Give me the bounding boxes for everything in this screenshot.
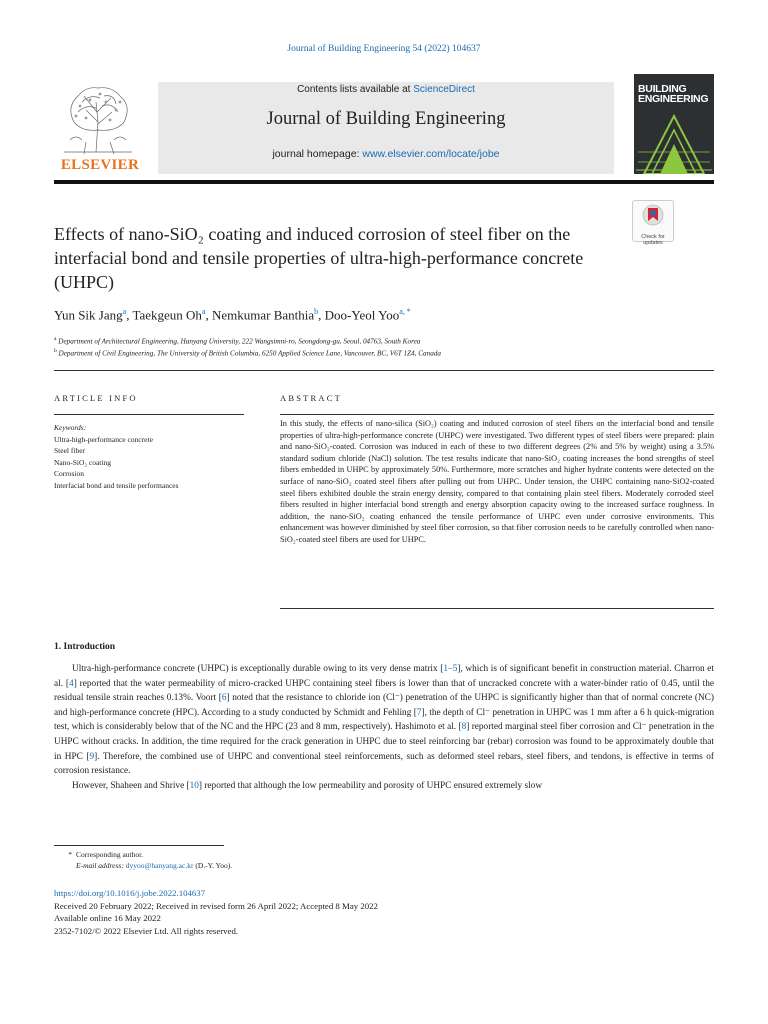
text-run: ] reported marginal steel fiber corrosion and Cl⁻ penetration in the UHPC without cracks. In addition, the time required for the crack generation in UHPC due to steel reinforcing bar (rebar) corrosion was found to be approximately double that in HPC [ [54, 722, 714, 762]
cover-title-line2: ENGINEERING [638, 93, 709, 105]
publication-info [54, 887, 378, 937]
article-info-rule [54, 414, 244, 415]
text-run: ] reported that although the low permeability and porosity of UHPC ensured extremely slow [198, 780, 543, 791]
keyword-item: Nano-SiO₂ coating [54, 457, 111, 467]
crossmark-label-line1: Check for [641, 234, 665, 240]
cover-art-icon [634, 108, 714, 174]
journal-homepage-link[interactable]: www.elsevier.com/locate/jobe [362, 148, 500, 160]
reference-link[interactable]: 1–5 [443, 664, 458, 674]
cover-title [638, 84, 712, 104]
crossmark-icon [642, 204, 664, 228]
reference-link[interactable]: 7 [416, 707, 422, 718]
abstract-text: In this study, the effects of nano-silica (SiO₂) coating and induced corrosion of steel fibers on the interfacial bond and tensile properties of ultra-high-performance concrete (UHPC) were investigated. Two different types of steel fibers were prepared: plain and nano-SiO₂-coated. Corrosion was induced in each of these to two different degrees (2% and 5% by weight) using a 3.5% standard sodium chloride (NaCl) solution. The test results indicate that nano-SiO₂ coating increases the bond strengths of steel fibers embedded in UHPC by approximately 50%. Furthermore, more scratches and higher hydrate contents were detected on the surface of nano-SiO₂ coated steel fibers after pulling out from UHPC. Under tension, the UHPC containing nano-SiO2-coated steel fibers exhibited double the strain energy density, compared to that containing plain steel fibers. Moderately corroded steel fibers resulted in higher interfacial bond strength and energy absorption capacity owing to the increased surface roughness. In addition, the nano-SiO₂ coating enhanced the tensile performance of UHPC even under corrosive environments. This enhancement was however diminished by steel fiber corrosion, so that fiber corrosion needs to be carefully controlled when nano-SiO₂-coated steel fibers are used for UHPC. [280, 419, 714, 544]
abstract-rule-top [280, 414, 714, 415]
author-list: Yun Sik Jang$^a$, Taekgeun Oh$^a$, Nemkumar Banthia$^b$, Doo-Yeol Yoo$^{a, *}$ [54, 307, 411, 323]
text-run: ] reported that the water permeability of micro-cracked UHPC containing steel fibers is lower than that of uncracked concrete with a water-binder ratio of 0.45, until the residual tensile strain reaches 0.13%. Voort [ [54, 678, 714, 704]
text-run: ]. Therefore, the combined use of UHPC and conventional steel reinforcements, such as deformed steel rebars, steel fibers, and tendons, is effective in terms of corrosion resistance. [54, 751, 715, 777]
homepage-line [158, 148, 614, 160]
keyword-item: Ultra-high-performance concrete [54, 434, 153, 444]
reference-link[interactable]: 10 [189, 780, 199, 791]
homepage-prefix: journal homepage: [272, 148, 363, 160]
author-name[interactable]: Yun Sik Jang [54, 307, 123, 323]
reference-link[interactable]: 8 [461, 722, 467, 733]
abstract-heading: ABSTRACT [280, 393, 342, 403]
affiliation-text: Department of Architectural Engineering, Hanyang University, 222 Wangsimni-ro, Seongdong-gu, Seoul, 04763, South Korea [58, 337, 421, 346]
elsevier-wordmark: ELSEVIER [60, 157, 140, 173]
email-note [54, 861, 232, 870]
author-affiliation-mark[interactable]: b [314, 307, 319, 316]
reference-link[interactable]: 6 [221, 693, 227, 704]
author-name[interactable]: Nemkumar Banthia [212, 307, 315, 323]
crossmark-label-line2: updates [643, 240, 663, 246]
elsevier-tree-icon [56, 82, 140, 154]
corresponding-author-note [54, 850, 143, 859]
email-label: E-mail address: [76, 861, 124, 870]
author-name[interactable]: Doo-Yeol Yoo [324, 307, 400, 323]
section-heading-introduction: 1. Introduction [54, 642, 116, 652]
available-online: Available online 16 May 2022 [54, 913, 161, 924]
text-run: Ultra-high-performance concrete (UHPC) is exceptionally durable owing to its very dense matrix [ [72, 664, 444, 674]
front-matter-rule [54, 370, 714, 371]
paragraph [54, 662, 714, 779]
sciencedirect-link[interactable]: ScienceDirect [413, 84, 475, 95]
keyword-item: Steel fiber [54, 446, 86, 456]
affiliation-a [54, 336, 420, 345]
paragraph [54, 779, 714, 794]
author-affiliation-mark[interactable]: a [122, 307, 127, 316]
affiliation-b [54, 348, 441, 357]
footnote-text: Corresponding author. [76, 850, 144, 859]
elsevier-logo[interactable] [54, 80, 146, 176]
author-affiliation-mark[interactable]: a, * [399, 307, 411, 316]
copyright: 2352-7102/© 2022 Elsevier Ltd. All rights reserved. [54, 925, 239, 936]
text-run: ], the depth of Cl⁻ penetration in UHPC was 1 mm after a 6 h quick-migration test, which is considerably below that of the NC and the HPC (23 and 8 mm, respectively). Hashimoto et al. [ [54, 707, 715, 733]
journal-title: Journal of Building Engineering [266, 109, 506, 129]
text-run: ] noted that the resistance to chloride ion (Cl⁻) penetration of the UHPC is significantly higher than that of normal concrete (NC) and high-performance concrete (HPC). According to a study conducted by Schmidt and Fehling [ [54, 693, 714, 718]
reference-link[interactable]: 9 [89, 751, 95, 762]
received-dates: Received 20 February 2022; Received in revised form 26 April 2022; Accepted 8 May 2022 [54, 900, 378, 911]
affiliation-mark: b [54, 348, 57, 354]
introduction-body [54, 662, 714, 793]
footnote-mark: * [68, 850, 72, 859]
article-title: Effects of nano-SiO₂ coating and induced corrosion of steel fiber on the interfacial bond and tensile properties of ultra-high-performance concrete (UHPC) [54, 224, 584, 292]
keyword-item: Interfacial bond and tensile performances [54, 480, 179, 490]
keyword-item: Corrosion [54, 469, 84, 479]
masthead-rule [54, 180, 714, 184]
check-for-updates-button[interactable] [632, 200, 674, 246]
text-run: ], which is of significant benefit in construction material. Charron et al. [ [54, 664, 715, 689]
journal-cover-thumbnail[interactable] [634, 74, 714, 174]
doi-link[interactable]: https://doi.org/10.1016/j.jobe.2022.104637 [54, 888, 206, 898]
article-info-heading: ARTICLE INFO [54, 393, 138, 403]
contents-prefix: Contents lists available at [297, 84, 414, 95]
author-name[interactable]: Taekgeun Oh [132, 307, 202, 323]
journal-banner [158, 82, 614, 174]
email-suffix: (D.-Y. Yoo). [193, 861, 233, 870]
footnote-rule [54, 845, 224, 846]
keywords-block [54, 422, 179, 492]
contents-line [158, 84, 614, 95]
affiliation-text: Department of Civil Engineering, The University of British Columbia, 6250 Applied Science Lane, Vancouver, BC, V6T 1Z4, Canada [58, 349, 441, 358]
cover-title-line1: BUILDING [638, 83, 687, 95]
masthead [54, 80, 714, 176]
journal-citation-link[interactable]: Journal of Building Engineering 54 (2022) 104637 [287, 44, 481, 54]
email-link[interactable]: dyyoo@hanyang.ac.kr [125, 861, 194, 870]
author-affiliation-mark[interactable]: a [201, 307, 206, 316]
crossmark-label [633, 234, 673, 246]
affiliation-mark: a [54, 336, 57, 342]
keywords-label: Keywords: [54, 423, 87, 432]
text-run: However, Shaheen and Shrive [ [72, 780, 190, 791]
reference-link[interactable]: 4 [69, 678, 74, 689]
abstract-rule-bottom [280, 608, 714, 609]
